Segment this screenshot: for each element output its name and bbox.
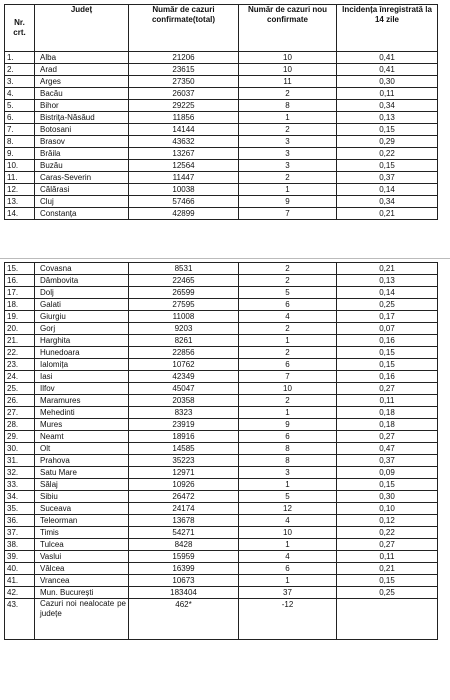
cell-new-confirmed: 10 [239, 383, 337, 395]
cell-judet: Mures [35, 419, 129, 431]
cell-judet: Gorj [35, 323, 129, 335]
table-row [5, 575, 438, 587]
cell-judet: Vâlcea [35, 563, 129, 575]
cell-incidence: 0,27 [337, 383, 438, 395]
header-incidence-14-days: Incidența înregistrată la 14 zile [337, 5, 438, 52]
cell-incidence: 0,15 [337, 575, 438, 587]
cell-confirmed-total: 10038 [129, 184, 239, 196]
table-row [5, 395, 438, 407]
cell-incidence: 0,41 [337, 64, 438, 76]
cell-incidence: 0,37 [337, 172, 438, 184]
cell-new-confirmed: 6 [239, 563, 337, 575]
cell-judet: Vaslui [35, 551, 129, 563]
cell-nr: 30. [5, 443, 35, 455]
table-row [5, 172, 438, 184]
cell-new-confirmed: 1 [239, 575, 337, 587]
cell-judet: Covasna [35, 263, 129, 275]
table-row [5, 503, 438, 515]
cell-incidence: 0,11 [337, 551, 438, 563]
cell-incidence: 0,27 [337, 539, 438, 551]
header-judet: Județ [35, 5, 129, 52]
cell-nr: 34. [5, 491, 35, 503]
cell-judet: Satu Mare [35, 467, 129, 479]
cell-new-confirmed: 2 [239, 395, 337, 407]
cell-new-confirmed: 8 [239, 455, 337, 467]
table-row [5, 100, 438, 112]
cell-confirmed-total: 23615 [129, 64, 239, 76]
table-row [5, 208, 438, 220]
cell-nr: 37. [5, 527, 35, 539]
cell-nr: 28. [5, 419, 35, 431]
cell-judet: Bistrița-Năsăud [35, 112, 129, 124]
cell-incidence: 0,41 [337, 52, 438, 64]
cell-judet: Arges [35, 76, 129, 88]
cell-incidence: 0,18 [337, 419, 438, 431]
cell-nr: 7. [5, 124, 35, 136]
cell-incidence: 0,21 [337, 263, 438, 275]
cell-new-confirmed: 9 [239, 419, 337, 431]
table-row [5, 383, 438, 395]
cell-confirmed-total: 22465 [129, 275, 239, 287]
cell-confirmed-total: 26472 [129, 491, 239, 503]
cell-new-confirmed: 7 [239, 371, 337, 383]
cell-confirmed-total: 22856 [129, 347, 239, 359]
table-row [5, 64, 438, 76]
cell-nr: 23. [5, 359, 35, 371]
cell-confirmed-total: 11447 [129, 172, 239, 184]
cell-new-confirmed: 8 [239, 100, 337, 112]
table-row [5, 515, 438, 527]
cell-incidence: 0,34 [337, 196, 438, 208]
cell-judet: Galati [35, 299, 129, 311]
cell-judet: Dolj [35, 287, 129, 299]
cell-confirmed-total: 13267 [129, 148, 239, 160]
table-row [5, 419, 438, 431]
cell-confirmed-total: 12564 [129, 160, 239, 172]
cell-confirmed-total: 10673 [129, 575, 239, 587]
cell-new-confirmed: 5 [239, 287, 337, 299]
cell-nr: 1. [5, 52, 35, 64]
cell-new-confirmed: 7 [239, 208, 337, 220]
cell-judet: Olt [35, 443, 129, 455]
cell-new-confirmed: 6 [239, 299, 337, 311]
cell-nr: 3. [5, 76, 35, 88]
cell-judet: Sibiu [35, 491, 129, 503]
cell-nr: 16. [5, 275, 35, 287]
table-row [5, 539, 438, 551]
table-row [5, 124, 438, 136]
cell-new-confirmed: 1 [239, 407, 337, 419]
cell-nr: 24. [5, 371, 35, 383]
header-new-confirmed: Număr de cazuri nou confirmate [239, 5, 337, 52]
cell-new-confirmed: 4 [239, 551, 337, 563]
cell-new-confirmed: 2 [239, 323, 337, 335]
cell-incidence: 0,34 [337, 100, 438, 112]
cell-new-confirmed: 10 [239, 52, 337, 64]
cell-nr: 31. [5, 455, 35, 467]
table-row [5, 491, 438, 503]
cell-confirmed-total: 11008 [129, 311, 239, 323]
cell-incidence: 0,18 [337, 407, 438, 419]
cell-nr: 17. [5, 287, 35, 299]
cell-judet: Cazuri noi nealocate pe județe [35, 599, 129, 640]
cell-judet: Mun. București [35, 587, 129, 599]
cell-confirmed-total: 42899 [129, 208, 239, 220]
cell-nr: 9. [5, 148, 35, 160]
cell-confirmed-total: 13678 [129, 515, 239, 527]
cell-nr: 11. [5, 172, 35, 184]
header-confirmed-total: Număr de cazuri confirmate(total) [129, 5, 239, 52]
cell-nr: 26. [5, 395, 35, 407]
cell-incidence: 0,29 [337, 136, 438, 148]
cell-judet: Călărasi [35, 184, 129, 196]
cell-judet: Timis [35, 527, 129, 539]
cell-judet: Maramures [35, 395, 129, 407]
cell-judet: Mehedinti [35, 407, 129, 419]
cell-confirmed-total: 15959 [129, 551, 239, 563]
cell-new-confirmed: 3 [239, 467, 337, 479]
cell-new-confirmed: 2 [239, 263, 337, 275]
cell-confirmed-total: 8261 [129, 335, 239, 347]
table-row [5, 299, 438, 311]
table-row [5, 359, 438, 371]
cell-incidence: 0,14 [337, 287, 438, 299]
covid-table-part-2 [4, 262, 438, 640]
cell-confirmed-total: 21206 [129, 52, 239, 64]
cell-judet: Bihor [35, 100, 129, 112]
table-row [5, 407, 438, 419]
cell-new-confirmed: 3 [239, 160, 337, 172]
cell-judet: Harghita [35, 335, 129, 347]
cell-nr: 20. [5, 323, 35, 335]
cell-confirmed-total: 54271 [129, 527, 239, 539]
cell-judet: Brăila [35, 148, 129, 160]
cell-new-confirmed: 8 [239, 443, 337, 455]
cell-judet: Giurgiu [35, 311, 129, 323]
table-row [5, 275, 438, 287]
cell-new-confirmed: 2 [239, 172, 337, 184]
cell-judet: Alba [35, 52, 129, 64]
cell-judet: Brasov [35, 136, 129, 148]
cell-nr: 25. [5, 383, 35, 395]
cell-confirmed-total: 11856 [129, 112, 239, 124]
cell-judet: Cluj [35, 196, 129, 208]
cell-judet: Iasi [35, 371, 129, 383]
cell-incidence: 0,15 [337, 124, 438, 136]
cell-confirmed-total: 29225 [129, 100, 239, 112]
cell-nr: 42. [5, 587, 35, 599]
cell-confirmed-total: 12971 [129, 467, 239, 479]
cell-new-confirmed: 3 [239, 136, 337, 148]
cell-nr: 12. [5, 184, 35, 196]
cell-nr: 27. [5, 407, 35, 419]
cell-incidence: 0,17 [337, 311, 438, 323]
cell-new-confirmed: 10 [239, 64, 337, 76]
table-row [5, 76, 438, 88]
table-row [5, 160, 438, 172]
cell-nr: 33. [5, 479, 35, 491]
table-row-unallocated [5, 599, 438, 640]
cell-new-confirmed: 1 [239, 335, 337, 347]
cell-nr: 18. [5, 299, 35, 311]
cell-nr: 36. [5, 515, 35, 527]
cell-confirmed-total: 10762 [129, 359, 239, 371]
cell-new-confirmed: 3 [239, 148, 337, 160]
page-divider [0, 258, 450, 259]
cell-incidence: 0,21 [337, 563, 438, 575]
cell-confirmed-total: 8428 [129, 539, 239, 551]
cell-nr: 10. [5, 160, 35, 172]
cell-nr: 22. [5, 347, 35, 359]
cell-confirmed-total: 16399 [129, 563, 239, 575]
cell-nr: 41. [5, 575, 35, 587]
cell-nr: 21. [5, 335, 35, 347]
cell-incidence: 0,07 [337, 323, 438, 335]
table-row [5, 431, 438, 443]
cell-new-confirmed: 12 [239, 503, 337, 515]
cell-incidence: 0,11 [337, 88, 438, 100]
cell-incidence: 0,27 [337, 431, 438, 443]
table-row [5, 112, 438, 124]
cell-confirmed-total: 35223 [129, 455, 239, 467]
cell-confirmed-total: 45047 [129, 383, 239, 395]
cell-confirmed-total: 20358 [129, 395, 239, 407]
header-row [5, 5, 438, 52]
cell-confirmed-total: 27595 [129, 299, 239, 311]
cell-judet: Dâmbovita [35, 275, 129, 287]
table-row [5, 335, 438, 347]
table-row [5, 287, 438, 299]
cell-judet: Ialomița [35, 359, 129, 371]
cell-judet: Tulcea [35, 539, 129, 551]
cell-incidence: 0,15 [337, 347, 438, 359]
cell-new-confirmed: 4 [239, 311, 337, 323]
cell-incidence: 0,15 [337, 479, 438, 491]
cell-incidence: 0,22 [337, 148, 438, 160]
cell-nr: 4. [5, 88, 35, 100]
table-row [5, 88, 438, 100]
cell-incidence: 0,22 [337, 527, 438, 539]
cell-new-confirmed: 10 [239, 527, 337, 539]
cell-incidence: 0,09 [337, 467, 438, 479]
cell-nr: 6. [5, 112, 35, 124]
cell-confirmed-total: 8531 [129, 263, 239, 275]
cell-incidence: 0,21 [337, 208, 438, 220]
cell-nr: 5. [5, 100, 35, 112]
covid-table-part-1 [4, 4, 438, 220]
cell-confirmed-total: 24174 [129, 503, 239, 515]
table-row [5, 479, 438, 491]
cell-nr: 14. [5, 208, 35, 220]
cell-judet: Botosani [35, 124, 129, 136]
cell-new-confirmed: 2 [239, 124, 337, 136]
table-row [5, 311, 438, 323]
cell-judet: Vrancea [35, 575, 129, 587]
cell-incidence: 0,10 [337, 503, 438, 515]
cell-new-confirmed: 1 [239, 184, 337, 196]
cell-incidence: 0,13 [337, 112, 438, 124]
table-row [5, 467, 438, 479]
cell-judet: Ilfov [35, 383, 129, 395]
cell-new-confirmed: 2 [239, 88, 337, 100]
cell-judet: Teleorman [35, 515, 129, 527]
cell-new-confirmed: 37 [239, 587, 337, 599]
cell-nr: 39. [5, 551, 35, 563]
table-row [5, 455, 438, 467]
table-row [5, 347, 438, 359]
cell-nr: 35. [5, 503, 35, 515]
cell-judet: Hunedoara [35, 347, 129, 359]
cell-incidence: 0,16 [337, 335, 438, 347]
cell-incidence: 0,12 [337, 515, 438, 527]
cell-incidence: 0,16 [337, 371, 438, 383]
cell-new-confirmed: 6 [239, 359, 337, 371]
cell-new-confirmed: 6 [239, 431, 337, 443]
table-row [5, 148, 438, 160]
cell-nr: 38. [5, 539, 35, 551]
cell-confirmed-total: 183404 [129, 587, 239, 599]
cell-confirmed-total: 42349 [129, 371, 239, 383]
cell-judet: Constanța [35, 208, 129, 220]
cell-nr: 2. [5, 64, 35, 76]
cell-incidence: 0,15 [337, 160, 438, 172]
table-row [5, 52, 438, 64]
cell-judet: Prahova [35, 455, 129, 467]
cell-new-confirmed: 4 [239, 515, 337, 527]
table-row [5, 136, 438, 148]
table-row [5, 563, 438, 575]
cell-nr: 13. [5, 196, 35, 208]
cell-new-confirmed: 1 [239, 479, 337, 491]
cell-confirmed-total: 27350 [129, 76, 239, 88]
cell-confirmed-total: 8323 [129, 407, 239, 419]
cell-new-confirmed: 11 [239, 76, 337, 88]
cell-nr: 32. [5, 467, 35, 479]
cell-incidence: 0,25 [337, 587, 438, 599]
cell-confirmed-total: 9203 [129, 323, 239, 335]
table-row [5, 323, 438, 335]
table-row [5, 443, 438, 455]
cell-nr: 8. [5, 136, 35, 148]
cell-incidence: 0,37 [337, 455, 438, 467]
cell-confirmed-total: 57466 [129, 196, 239, 208]
cell-new-confirmed: 1 [239, 112, 337, 124]
cell-new-confirmed: 2 [239, 347, 337, 359]
cell-new-confirmed: 2 [239, 275, 337, 287]
table-row [5, 263, 438, 275]
cell-new-confirmed: 1 [239, 539, 337, 551]
cell-confirmed-total: 43632 [129, 136, 239, 148]
cell-incidence: 0,13 [337, 275, 438, 287]
cell-confirmed-total: 14144 [129, 124, 239, 136]
cell-judet: Bacău [35, 88, 129, 100]
cell-judet: Sălaj [35, 479, 129, 491]
cell-confirmed-total: 14585 [129, 443, 239, 455]
cell-incidence: 0,30 [337, 491, 438, 503]
cell-judet: Buzău [35, 160, 129, 172]
cell-new-confirmed: 5 [239, 491, 337, 503]
table-row [5, 184, 438, 196]
cell-nr: 40. [5, 563, 35, 575]
cell-judet: Neamt [35, 431, 129, 443]
cell-confirmed-total: 462* [129, 599, 239, 640]
cell-nr: 29. [5, 431, 35, 443]
cell-incidence [337, 599, 438, 640]
cell-judet: Arad [35, 64, 129, 76]
cell-confirmed-total: 10926 [129, 479, 239, 491]
cell-confirmed-total: 26037 [129, 88, 239, 100]
cell-judet: Suceava [35, 503, 129, 515]
table-row [5, 196, 438, 208]
cell-incidence: 0,30 [337, 76, 438, 88]
table-row [5, 551, 438, 563]
cell-incidence: 0,15 [337, 359, 438, 371]
cell-nr: 43. [5, 599, 35, 640]
cell-nr: 19. [5, 311, 35, 323]
cell-confirmed-total: 23919 [129, 419, 239, 431]
table-row [5, 527, 438, 539]
cell-new-confirmed: 9 [239, 196, 337, 208]
cell-new-confirmed: -12 [239, 599, 337, 640]
cell-incidence: 0,47 [337, 443, 438, 455]
cell-judet: Caras-Severin [35, 172, 129, 184]
cell-incidence: 0,14 [337, 184, 438, 196]
cell-incidence: 0,11 [337, 395, 438, 407]
header-nr-crt: Nr. crt. [5, 5, 35, 52]
cell-confirmed-total: 18916 [129, 431, 239, 443]
cell-nr: 15. [5, 263, 35, 275]
table-row [5, 371, 438, 383]
table-row [5, 587, 438, 599]
cell-incidence: 0,25 [337, 299, 438, 311]
cell-confirmed-total: 26599 [129, 287, 239, 299]
